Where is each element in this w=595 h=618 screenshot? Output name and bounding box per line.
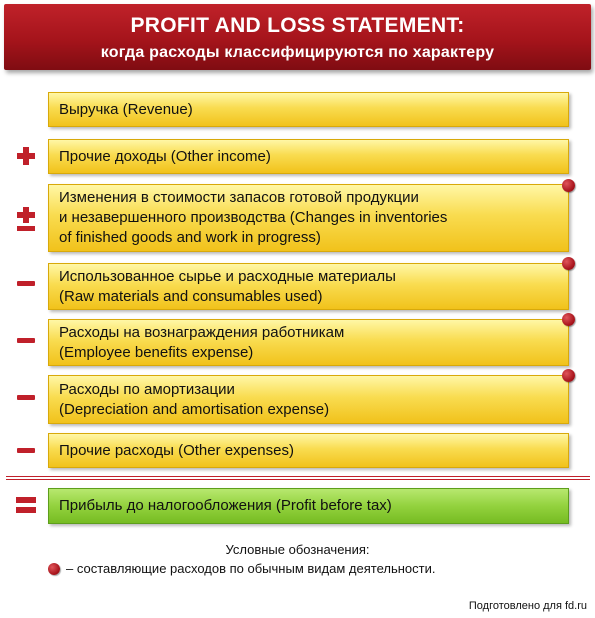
- legend-item: [48, 561, 435, 576]
- total-separator: [6, 479, 590, 480]
- expense-marker-icon: [562, 257, 575, 270]
- plus-minus-icon: [16, 205, 36, 233]
- plus-icon: [16, 143, 36, 169]
- minus-icon: [16, 327, 36, 353]
- header-banner: [4, 4, 591, 70]
- legend-text: – составляющие расходов по обычным видам деятельности.: [66, 561, 436, 576]
- legend-title: Условные обозначения:: [225, 542, 370, 557]
- statement-row-other-income: [48, 139, 569, 174]
- row-label: Расходы на вознаграждения работникам (Employee benefits expense): [59, 323, 345, 361]
- statement-row-raw-materials: [48, 263, 569, 310]
- row-label: Изменения в стоимости запасов готовой продукции и незавершенного производства (Changes in inventories of finished goods and work in progress): [59, 189, 448, 246]
- expense-marker-icon: [562, 369, 575, 382]
- minus-icon: [16, 437, 36, 463]
- statement-row-depreciation: [48, 375, 569, 424]
- total-separator: [6, 476, 590, 477]
- statement-row-profit-before-tax: [48, 488, 569, 524]
- row-label: Выручка (Revenue): [59, 100, 193, 118]
- credit-note: Подготовлено для fd.ru: [468, 600, 587, 612]
- row-label: Прибыль до налогообложения (Profit before tax): [59, 497, 392, 514]
- statement-row-employee-benefits: [48, 319, 569, 366]
- row-label: Использованное сырье и расходные материалы (Raw materials and consumables used): [59, 267, 396, 305]
- row-label: Прочие доходы (Other income): [59, 147, 271, 165]
- expense-marker-icon: [562, 313, 575, 326]
- equals-icon: [16, 492, 36, 518]
- expense-marker-icon: [562, 179, 575, 192]
- statement-row-other-expenses: [48, 433, 569, 468]
- minus-icon: [16, 384, 36, 410]
- statement-row-inventory-changes: [48, 184, 569, 252]
- expense-marker-icon: [48, 563, 60, 575]
- statement-row-revenue: [48, 92, 569, 127]
- minus-icon: [16, 270, 36, 296]
- row-label: Прочие расходы (Other expenses): [59, 441, 294, 459]
- header-title: PROFIT AND LOSS STATEMENT:: [130, 14, 465, 37]
- header-subtitle: когда расходы классифицируются по характеру: [100, 44, 495, 61]
- row-label: Расходы по амортизации (Depreciation and amortisation expense): [59, 380, 330, 418]
